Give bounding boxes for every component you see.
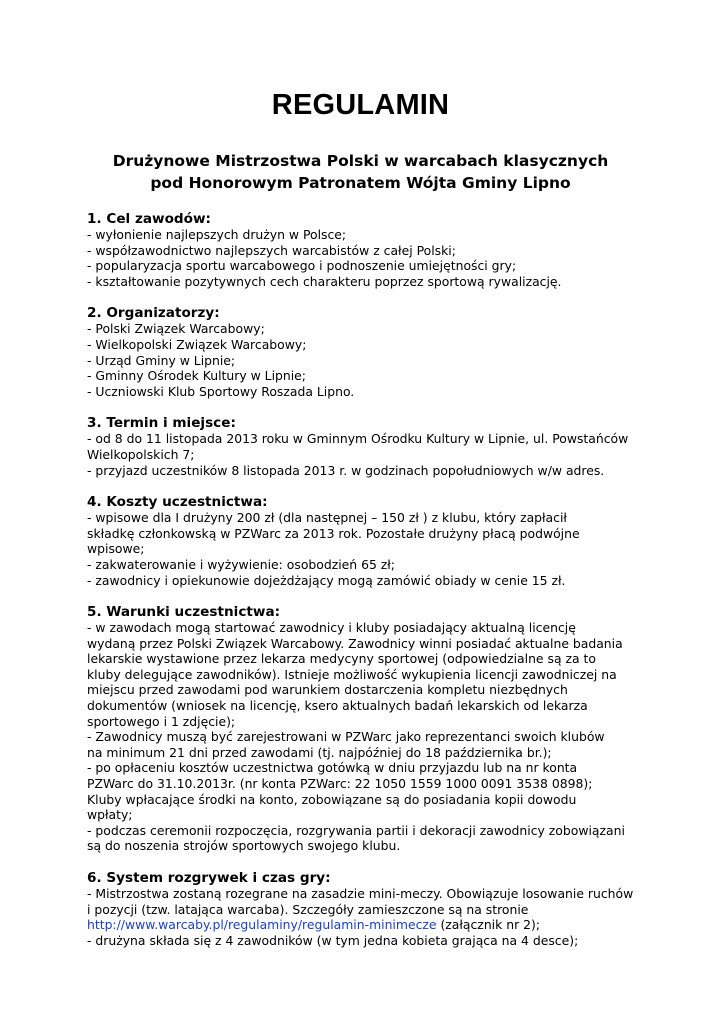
document-title: REGULAMIN bbox=[271, 89, 450, 121]
document-subtitle bbox=[87, 150, 634, 194]
section-organizatorzy bbox=[87, 305, 634, 399]
section-line: - popularyzacja sportu warcabowego i podnoszenie umiejętności gry; bbox=[87, 258, 517, 274]
section-line: - zawodnicy i opiekunowie dojeżdżający mogą zamówić obiady w cenie 15 zł. bbox=[87, 572, 566, 588]
section-line: Wielkopolskich 7; bbox=[87, 446, 195, 462]
section-line: - w zawodach mogą startować zawodnicy i kluby posiadający aktualną licencję bbox=[87, 620, 576, 636]
section-line: i pozycji (tzw. latająca warcaba). Szczegóły zamieszczone są na stronie bbox=[87, 901, 529, 917]
section-line: - zakwaterowanie i wyżywienie: osobodzień 65 zł; bbox=[87, 556, 395, 572]
section-line: - przyjazd uczestników 8 listopada 2013 r. w godzinach popołudniowych w/w adres. bbox=[87, 462, 605, 478]
section-line-with-link bbox=[87, 917, 634, 933]
section-line: - wpisowe dla I drużyny 200 zł (dla następnej – 150 zł ) z klubu, który zapłacił bbox=[87, 510, 567, 526]
section-heading: 3. Termin i miejsce: bbox=[87, 415, 236, 432]
section-line: - Polski Związek Warcabowy; bbox=[87, 321, 265, 337]
section-line: dokumentów (wniosek na licencję, ksero aktualnych badań lekarskich od lekarza bbox=[87, 698, 588, 714]
section-line: - współzawodnictwo najlepszych warcabistów z całej Polski; bbox=[87, 242, 456, 258]
section-heading: 2. Organizatorzy: bbox=[87, 305, 220, 322]
section-termin-i-miejsce bbox=[87, 415, 634, 478]
subtitle-line: pod Honorowym Patronatem Wójta Gminy Lipno bbox=[150, 174, 571, 192]
section-line: - podczas ceremonii rozpoczęcia, rozgrywania partii i dekoracji zawodnicy zobowiązani bbox=[87, 822, 625, 838]
section-line: Kluby wpłacające środki na konto, zobowiązane są do posiadania kopii dowodu bbox=[87, 791, 577, 807]
section-line: - drużyna składa się z 4 zawodników (w tym jedna kobieta grająca na 4 desce); bbox=[87, 932, 579, 948]
section-heading: 6. System rozgrywek i czas gry: bbox=[87, 870, 331, 886]
section-line: - Mistrzostwa zostaną rozegrane na zasadzie mini-meczy. Obowiązuje losowanie ruchów bbox=[87, 886, 634, 901]
section-koszty-uczestnictwa bbox=[87, 494, 634, 588]
section-line: wpisowe; bbox=[87, 541, 145, 557]
regulamin-minimecze-link[interactable]: http://www.warcaby.pl/regulaminy/regulamin-minimecze bbox=[87, 917, 437, 933]
section-line: wydaną przez Polski Związek Warcabowy. Zawodnicy winni posiadać aktualne badania bbox=[87, 635, 623, 651]
section-line: - Urząd Gminy w Lipnie; bbox=[87, 352, 236, 368]
section-line: - wyłonienie najlepszych drużyn w Polsce; bbox=[87, 227, 347, 242]
section-line: kluby delegujące zawodników). Istnieje możliwość wykupienia licencji zawodniczej na bbox=[87, 666, 617, 682]
section-line: są do noszenia strojów sportowych swojego klubu. bbox=[87, 838, 401, 854]
section-line: - Zawodnicy muszą być zarejestrowani w PZWarc jako reprezentanci swoich klubów bbox=[87, 729, 605, 745]
section-line: na minimum 21 dni przed zawodami (tj. najpóźniej do 18 października br.); bbox=[87, 744, 552, 760]
section-heading: 5. Warunki uczestnictwa: bbox=[87, 604, 281, 621]
section-line: sportowego i 1 zdjęcie); bbox=[87, 713, 236, 729]
section-system-rozgrywek bbox=[87, 870, 634, 948]
section-line: składkę członkowską w PZWarc za 2013 rok. Pozostałe drużyny płacą podwójne bbox=[87, 525, 580, 541]
section-line: lekarskie wystawione przez lekarza medycyny sportowej (odpowiedzialne są za to bbox=[87, 651, 596, 667]
section-line: miejscu przed zawodami pod warunkiem dostarczenia kompletu niezbędnych bbox=[87, 682, 568, 698]
section-heading: 1. Cel zawodów: bbox=[87, 211, 211, 227]
subtitle-line: Drużynowe Mistrzostwa Polski w warcabach klasycznych bbox=[112, 152, 609, 170]
section-cel-zawodow bbox=[87, 211, 634, 289]
section-line: - Wielkopolski Związek Warcabowy; bbox=[87, 336, 307, 352]
section-line: - kształtowanie pozytywnych cech charakteru poprzez sportową rywalizację. bbox=[87, 273, 562, 289]
section-line: - po opłaceniu kosztów uczestnictwa gotówką w dniu przyjazdu lub na nr konta bbox=[87, 760, 578, 776]
section-line: - Gminny Ośrodek Kultury w Lipnie; bbox=[87, 368, 306, 384]
section-heading: 4. Koszty uczestnictwa: bbox=[87, 494, 268, 511]
section-line: - od 8 do 11 listopada 2013 roku w Gminnym Ośrodku Kultury w Lipnie, ul. Powstańców bbox=[87, 431, 629, 447]
section-line: PZWarc do 31.10.2013r. (nr konta PZWarc: 22 1050 1559 1000 0091 3538 0898); bbox=[87, 776, 593, 792]
section-line: wpłaty; bbox=[87, 807, 133, 823]
link-suffix: (załącznik nr 2); bbox=[436, 917, 541, 933]
section-line: - Uczniowski Klub Sportowy Roszada Lipno. bbox=[87, 383, 355, 399]
section-warunki-uczestnictwa bbox=[87, 604, 634, 854]
